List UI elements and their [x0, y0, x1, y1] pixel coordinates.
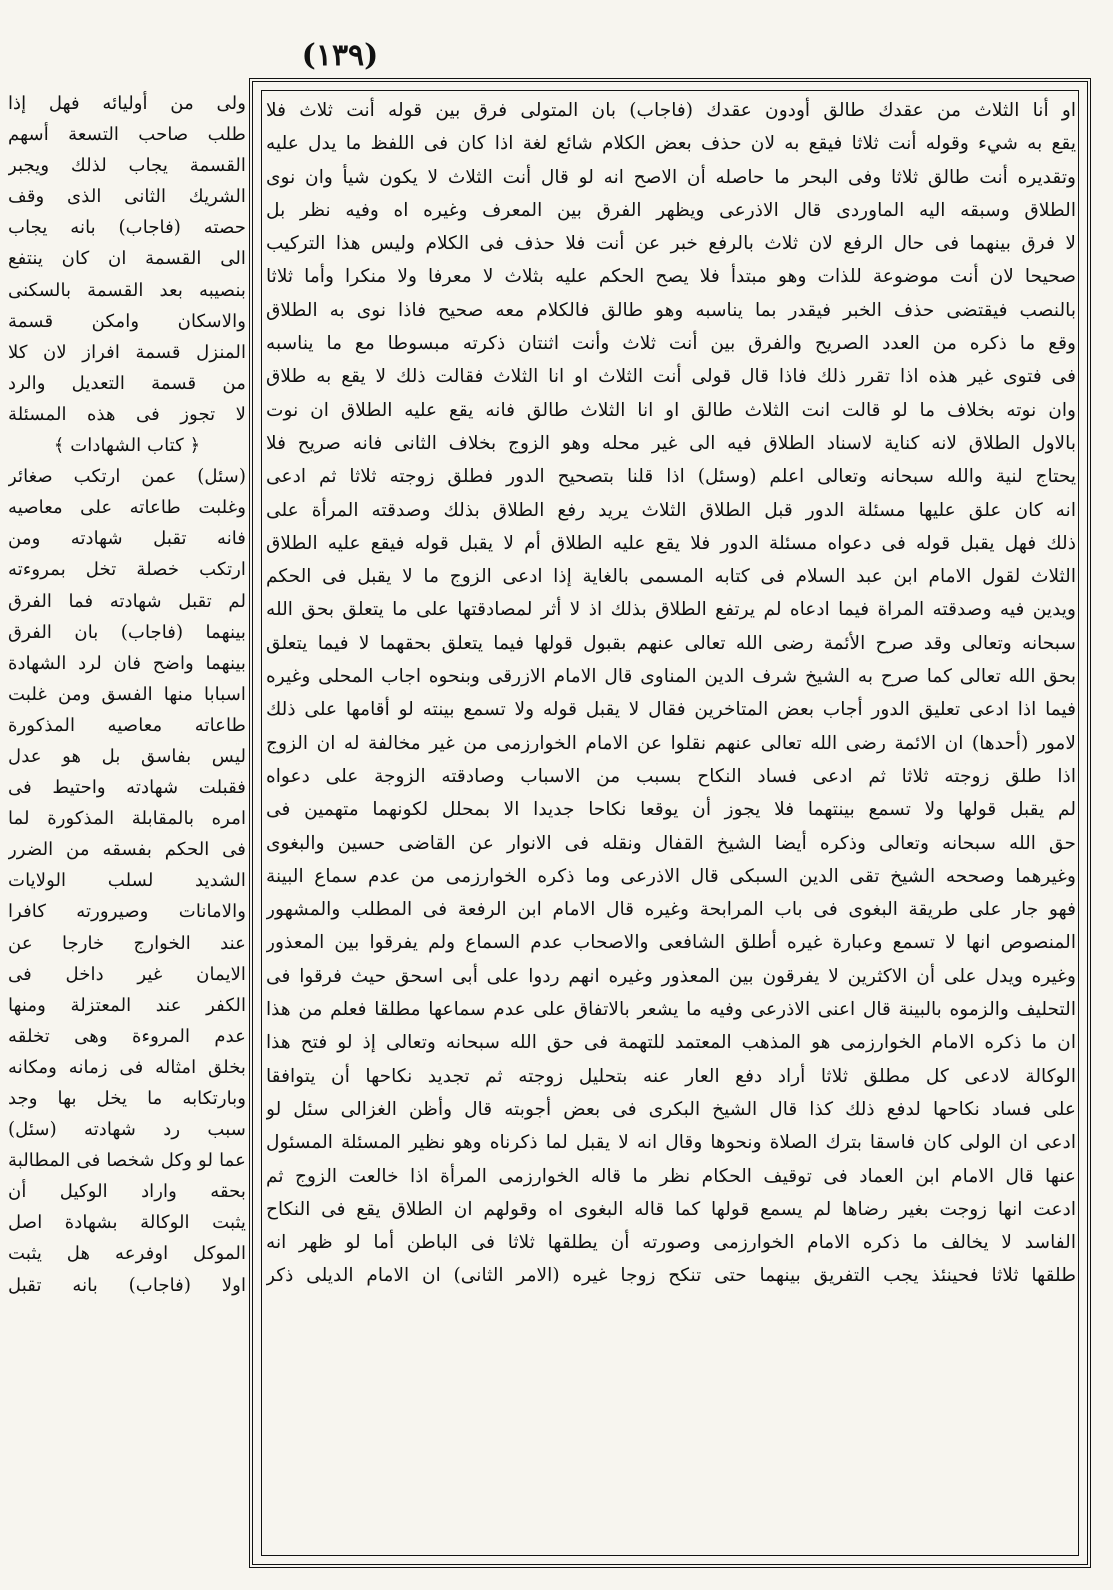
margin-text-line: ﴿ كتاب الشهادات ﴾ [53, 435, 201, 457]
margin-text-line: بحقه واراد الوكيل أن [8, 1181, 246, 1203]
main-text-line: بالنصب فيقتضى حذف الخبر فيقدر بما يناسبه وهو طالق فالكلام معه صحيح فاذا نوى به الطلاق [266, 299, 1076, 321]
margin-text-line: القسمة يجاب لذلك ويجبر [8, 155, 246, 177]
main-text-line: اذا طلق زوجته ثلاثا ثم ادعى فساد النكاح بسبب من الاسباب وصادقته الزوجة على دعواه [266, 765, 1076, 787]
margin-text-line: عدم المروءة وهى تخلقه [8, 1025, 246, 1047]
margin-text-line: فقبلت شهادته واحتيط فى [8, 777, 246, 799]
margin-text-line: وبارتكابه ما يخل بها وجد [8, 1088, 246, 1109]
margin-text-line: بخلق امثاله فى زمانه ومكانه [8, 1056, 246, 1078]
main-text-line: وغيره ويدل على أن الاكثرين لا يفرقون بين المعذور وغيره انهم ردوا على أبى اسحق حيث فرقوا فى [266, 965, 1076, 987]
margin-text-line: امره بالمقابلة المذكورة لما [8, 808, 246, 830]
margin-text-line: الايمان غير داخل فى [8, 963, 246, 985]
margin-text-line: بنصيبه بعد القسمة بالسكنى [8, 279, 246, 301]
main-text-line: بالاول الطلاق لانه كناية لاسناد الطلاق فيه الى غير محله وهو الزوج بخلاف الثانى فانه صريح فلا [266, 432, 1076, 454]
main-text-line: انه كان علق عليها مسئلة الدور قبل الطلاق الثلاث يريد رفع الطلاق بذلك وصدقته المرأة على [266, 499, 1076, 521]
margin-text-line: حصته (فاجاب) بانه يجاب [8, 217, 246, 239]
main-text-line: وان نوته بخلاف ما لو قالت انت الثلاث طالق او انا الثلاث طالق فانه يقع عليه الطلاق ان نوت [266, 399, 1076, 421]
margin-text-line: فى الحكم بفسقه من الضرر [8, 839, 246, 861]
main-text-line: بحق الله تعالى كما صرح به الشيخ شرف الدين المناوى قال الامام الازرقى وبنحوه اجاب المحلى وغيره [266, 666, 1076, 688]
main-text-line: الطلاق وسبقه اليه الماوردى قال الاذرعى ويظهر الفرق بين المعرف وغيره اه وفيه نظر بل [266, 199, 1076, 221]
margin-text-line: طلب صاحب التسعة أسهم [8, 124, 246, 146]
margin-text-line: ليس بفاسق بل هو عدل [8, 745, 246, 767]
margin-text-line: يثبت الوكالة بشهادة اصل [8, 1212, 246, 1234]
main-text-line: وتقديره أنت طالق ثلاثا وفى البحر ما حاصله أن الاصح انه لو قال أنت الثلاث لا يكون شيأ وان نوى [266, 166, 1076, 188]
page-number: (١٣٩) [301, 38, 379, 73]
main-text-line: لامور (أحدها) ان الائمة رضى الله تعالى عنهم نقلوا عن الامام الخوارزمى من غير مخالفة له ان الزوج [266, 732, 1076, 754]
margin-text-line: بينهما (فاجاب) بان الفرق [8, 621, 246, 643]
margin-text-line: بينهما واضح فان لرد الشهادة [8, 652, 246, 674]
main-text-line: فيما اذا ادعى تعليق الدور أجاب بعض المتاخرين فقال لا يقبل قوله ولا تسمع بينته لو أقامها على ذلك [266, 699, 1076, 721]
main-text-line: او أنا الثلاث من عقدك طالق أودون عقدك (فاجاب) بان المتولى فرق بين قوله أنت ثلاث فلا [266, 100, 1076, 121]
main-text-line: ادعت انها زوجت بغير رضاها لم يسمع قولها كما قاله البغوى اه وقولهم ان الطلاق يقع فى النكاح [266, 1198, 1076, 1220]
margin-text-column [8, 88, 246, 1568]
main-text-line: المنصوص انها لا تسمع وعبارة غيره أطلق الشافعى والاصحاب عدم السماع ولم يفرقوا بين المعذور [266, 932, 1076, 954]
margin-text-line: عما لو وكل شخصا فى المطالبة [8, 1150, 246, 1172]
margin-text-line: اولا (فاجاب) بانه تقبل [8, 1274, 246, 1296]
margin-text-line: لم تقبل شهادته فما الفرق [8, 590, 246, 612]
margin-text-line: الشديد لسلب الولايات [8, 870, 246, 892]
main-text-line: ويدين فيه وصدقته المراة فيما ادعاه لم يرتفع الطلاق بذلك اذ لا أثر لمصادقتها على ما يتعلق بحق الله [266, 599, 1076, 621]
main-text-line: ان ما ذكره الامام الخوارزمى هو المذهب المعتمد للتهمة فى حق الله سبحانه وتعالى إذ لو فتح هذا [266, 1032, 1076, 1054]
margin-text-line: عند الخوارج خارجا عن [8, 932, 246, 954]
main-text-line: وقع ما ذكره من العدد الصريح والفرق بين أنت ثلاث وأنت اثنتان ذكرته مبسوطا مع ما يناسبه [266, 333, 1076, 355]
margin-text-line: (سئل) عمن ارتكب صغائر [8, 466, 246, 488]
margin-text-line: طاعاته معاصيه المذكورة [8, 714, 246, 736]
main-text-line: يحتاج لنية والله سبحانه وتعالى اعلم (وسئل) اذا قلنا بتصحيح الدور فطلق زوجته ثلاثا ثم ادعى [266, 466, 1076, 488]
margin-text-line: الشريك الثانى الذى وقف [8, 186, 246, 208]
main-text-line: وغيرهما وصححه الشيخ تقى الدين السبكى قال الاذرعى وما ذكره الخوارزمى من عدم سماع البينة [266, 865, 1076, 887]
main-text-line: الثلاث لقول الامام ابن عبد السلام فى كتابه المسمى بالغاية إذا ادعى الزوج ما لا يقبل فى الحكم [266, 566, 1076, 588]
main-text-line: ادعى ان الولى كان فاسقا بترك الصلاة ونحوها وقال انه لا يقبل لما ذكرناه وهو نظير المسئلة المسئول [266, 1132, 1076, 1154]
margin-text-line: سبب رد شهادته (سئل) [8, 1119, 246, 1141]
main-text-line: سبحانه وتعالى وقد صرح الأئمة رضى الله تعالى عنهم بقبول قولها فيما يتعلق بحقهما لا فيما يتعلق [266, 632, 1076, 654]
main-text-line: الفاسد لا يخالف ما ذكره الامام الخوارزمى وصورته أن يطلقها ثلاثا فى الباطن أما لو ظهر انه [266, 1232, 1076, 1254]
margin-text-line: والاسكان وامكن قسمة [8, 310, 246, 332]
margin-text-line: لا تجوز فى هذه المسئلة [8, 403, 246, 425]
main-text-line: لا فرق بينهما فى حال الرفع لان ثلاث بالرفع خبر عن أنت فلا حذف فى الكلام وليس هذا التركيب [266, 233, 1076, 255]
main-text-line: صحيحا لان أنت موضوعة للذات وهو مبتدأ فلا يصح الحكم عليه بثلاث لا معرفا ولا منكرا وأما ثلاثا [266, 266, 1076, 288]
main-text-line: على فساد نكاحها لدفع ذلك كذا قال الشيخ البكرى فى بعض أجوبته قال وأظن الغزالى سئل لو [266, 1098, 1076, 1120]
main-text-line: فهو جار على طريقة البغوى فى باب المرابحة وغيره قال الامام ابن الرفعة فى المطلب والمشهور [266, 899, 1076, 921]
main-text-line: ذلك فهل يقبل قوله فى دعواه مسئلة الدور فلا يقع عليه الطلاق أم لا يقبل قوله فيقع عليه الطلاق [266, 532, 1076, 554]
main-text-line: لم يقبل قولها ولا تسمع بينتهما فلا يجوز أن يوقعا نكاحا جديدا الا بمحلل لكونهما متهمين فى [266, 799, 1076, 821]
main-text-line: حق الله سبحانه وتعالى وذكره أيضا الشيخ القفال ونقله فى الانوار عن القاضى حسين والبغوى [266, 832, 1076, 854]
main-text-line: الوكالة لادعى كل مطلق ثلاثا أراد دفع العار عنه بتحليل زوجته ثم تجديد نكاحها أن يتوافقا [266, 1065, 1076, 1087]
main-text-line: عنها قال الامام ابن العماد فى توقيف الحكام نظر ما قاله الخوارزمى المرأة اذا خالعت الزوج ثم [266, 1165, 1076, 1187]
margin-text-line: الى القسمة ان كان ينتفع [8, 248, 246, 270]
margin-text-line: اسبابا منها الفسق ومن غلبت [8, 683, 246, 705]
margin-text-line: وغلبت طاعاته على معاصيه [8, 497, 246, 519]
margin-text-line: من قسمة التعديل والرد [8, 372, 246, 394]
margin-text-line: الكفر عند المعتزلة ومنها [8, 994, 246, 1016]
margin-text-line: والامانات وصيرورته كافرا [8, 901, 246, 923]
main-text-line: فى فتوى غير هذه اذا تقرر ذلك فاذا قال قولى أنت الثلاث او انا الثلاث فقالت ذلك لا يقع به طلاق [266, 366, 1076, 388]
margin-text-line: ارتكب خصلة تخل بمروءته [8, 559, 246, 581]
margin-text-line: الموكل اوفرعه هل يثبت [8, 1243, 246, 1265]
main-text-line: التحليف والزموه بالبينة قال اعنى الاذرعى وفيه ما يشعر بالاتفاق على عدم سماعها مطلقا فعلم من هذا [266, 999, 1076, 1021]
margin-text-line: المنزل قسمة افراز لان كلا [8, 341, 246, 363]
margin-text-line: فانه تقبل شهادته ومن [8, 528, 246, 550]
margin-text-line: ولى من أوليائه فهل إذا [8, 93, 246, 114]
main-text-line: طلقها ثلاثا فحينئذ يجب التفريق بينهما حتى تنكح زوجا غيره (الامر الثانى) ان الامام الديلى ذكر [266, 1265, 1076, 1287]
main-text-line: يقع به شيء وقوله أنت ثلاثا فيقع به لان حذف بعض الكلام شائع لغة اذا كان فى اللفظ ما يدل عليه [266, 133, 1076, 155]
main-text-column [266, 94, 1076, 1554]
